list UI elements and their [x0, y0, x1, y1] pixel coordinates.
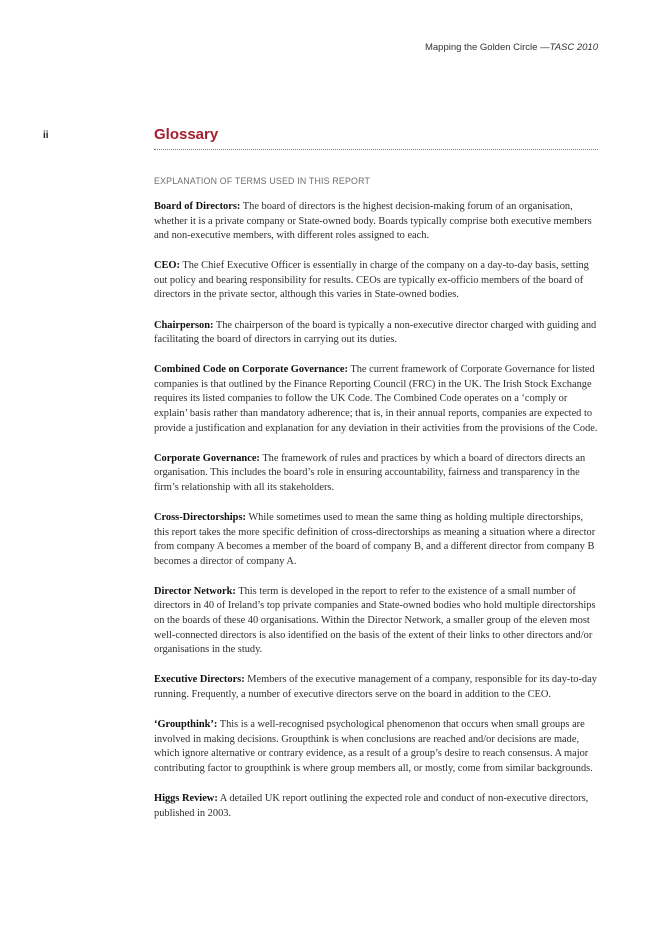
section-subheading: EXPLANATION OF TERMS USED IN THIS REPORT [154, 176, 371, 186]
glossary-definition: The framework of rules and practices by which a board of directors directs an organisation. This includes the board’s role in ensuring accountability, fairness and transparency in the firm’s relationship with all its stakeholders. [154, 452, 586, 493]
glossary-term: Executive Directors: [154, 674, 245, 686]
glossary-term: Chairperson: [154, 319, 214, 331]
glossary-entry [154, 452, 598, 496]
publisher: TASC 2010 [549, 42, 598, 53]
glossary-term: Board of Directors: [154, 201, 241, 212]
glossary-entry [154, 200, 598, 244]
glossary-entry [154, 585, 598, 658]
glossary-definition: This is a well-recognised psychological phenomenon that occurs when small groups are involved in making decisions. Groupthink is when conclusions are reached and/or decisions are made, which ignore alternative or contrary evidence, as a result of a group’s desire to reach consensus. A major contributing factor to groupthink is where group members all, or mostly, come from similar backgrounds. [154, 719, 593, 774]
glossary-definition: The Chief Executive Officer is essentially in charge of the company on a day-to-day basis, setting out policy and bearing responsibility for results. CEOs are typically ex-officio members of the board of directors in the private sector, although this varies in State-owned bodies. [154, 260, 589, 301]
glossary-entry [154, 673, 598, 702]
glossary-definition: While sometimes used to mean the same thing as holding multiple directorships, this report takes the more specific definition of cross-directorships as meaning a situation where a director from company A becomes a member of the board of company B, and a different director from company B becomes a director of company A. [154, 512, 596, 567]
glossary-entry [154, 511, 598, 569]
glossary-term: Corporate Governance: [154, 452, 260, 464]
glossary-term: CEO: [154, 260, 180, 272]
glossary-definition: The chairperson of the board is typically a non-executive director charged with guiding and facilitating the board of directors in carrying out its duties. [154, 319, 597, 346]
glossary-term: Higgs Review: [154, 792, 218, 804]
running-header [425, 42, 598, 53]
page-title: Glossary [154, 126, 598, 150]
glossary-definition: The board of directors is the highest decision-making forum of an organisation, whether it is a private company or State-owned body. Boards typically comprise both executive members and non-executive members, with different roles assigned to each. [154, 201, 592, 242]
glossary-entry [154, 259, 598, 303]
glossary-definition: A detailed UK report outlining the expected role and conduct of non-executive directors, published in 2003. [154, 792, 589, 819]
glossary-entry [154, 319, 598, 348]
glossary-entry [154, 363, 598, 436]
glossary-term: ‘Groupthink’: [154, 719, 218, 731]
glossary-entry [154, 718, 598, 776]
glossary-section [154, 126, 598, 837]
glossary-definition: Members of the executive management of a company, responsible for its day-to-day running. Frequently, a number of executive directors serve on the board in addition to the CEO. [154, 674, 597, 700]
page-number: ii [43, 130, 49, 141]
glossary-entry [154, 792, 598, 821]
header-separator: — [537, 42, 550, 53]
report-title: Mapping the Golden Circle [424, 42, 538, 53]
glossary-term: Combined Code on Corporate Governance: [154, 364, 348, 376]
glossary-definition: The current framework of Corporate Governance for listed companies is that outlined by the Finance Reporting Council (FRC) in the UK. The Irish Stock Exchange requires its listed companies to follow the UK Code. The Combined Code operates on a ‘comply or explain’ basis rather than mandatory adherence; that is, in their annual reports, companies are expected to provide a justification and explanation for any deviation in their activities from the provisions of the Code. [154, 364, 598, 434]
glossary-term: Cross-Directorships: [154, 512, 246, 523]
glossary-definition: This term is developed in the report to refer to the existence of a small number of directors in 40 of Ireland’s top private companies and State-owned bodies who hold multiple directorships on the boards of these 40 organisations. Within the Director Network, a smaller group of the eleven most well-connected directors is also identified on the basis of the extent of their links to other directors and/or organisations in the study. [154, 585, 596, 656]
glossary-term: Director Network: [154, 585, 236, 597]
